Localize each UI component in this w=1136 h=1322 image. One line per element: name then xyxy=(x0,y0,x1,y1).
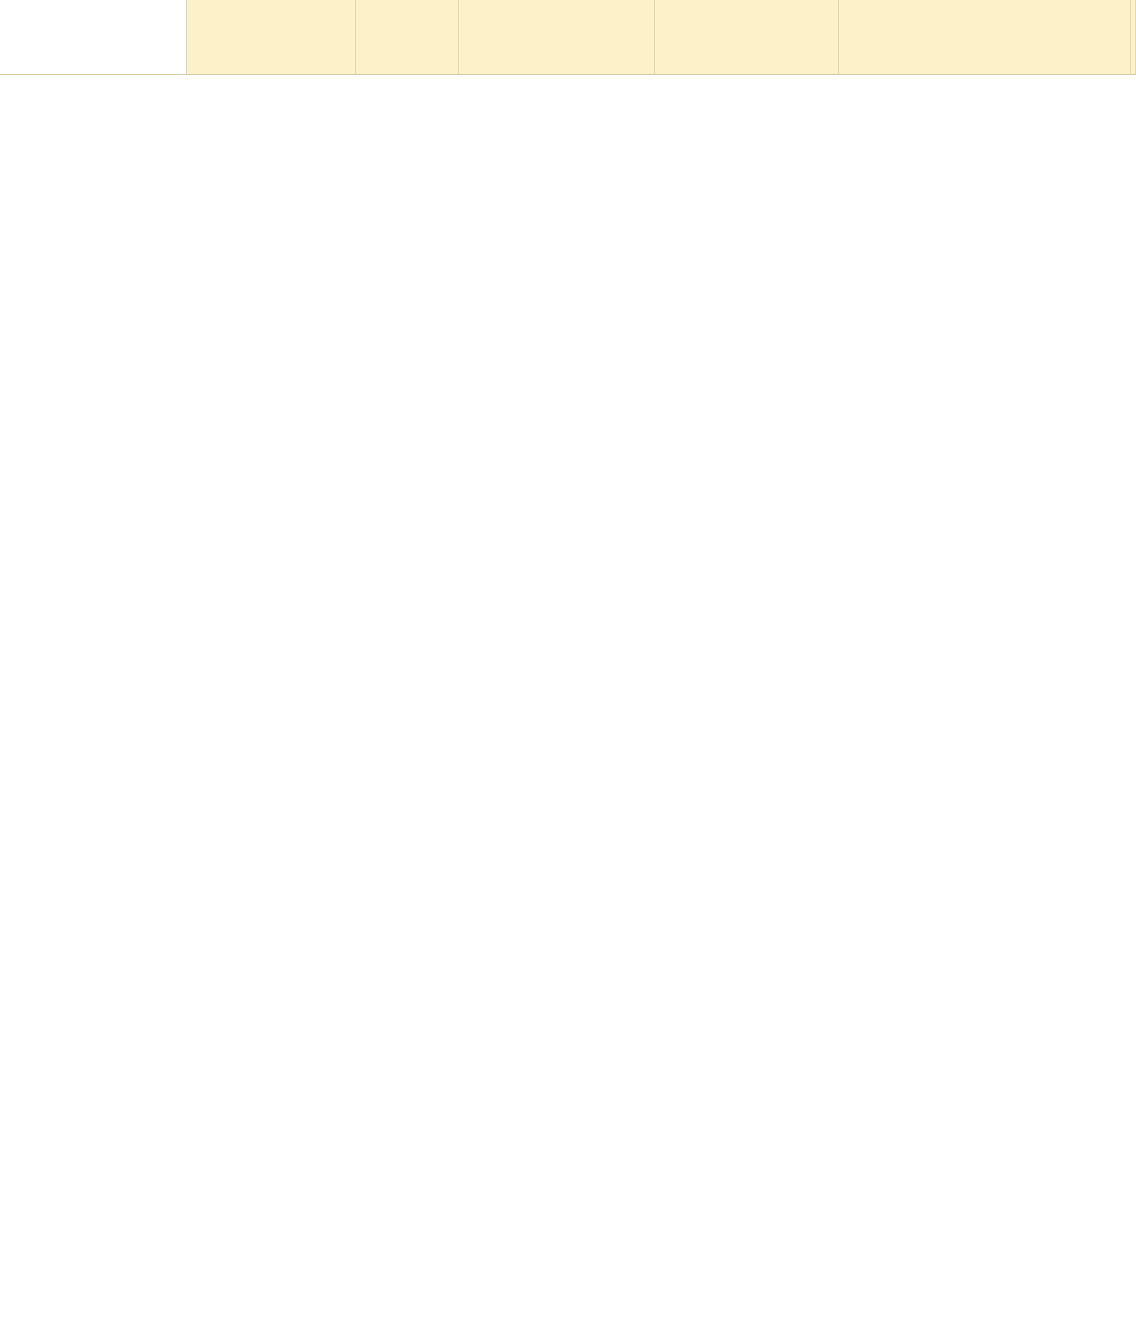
header-row xyxy=(0,0,1136,75)
header-overflow-cell xyxy=(1131,0,1136,75)
header-duration[interactable] xyxy=(356,0,459,75)
header-score[interactable] xyxy=(459,0,655,75)
header-signin[interactable] xyxy=(187,0,356,75)
header-pace[interactable] xyxy=(655,0,839,75)
header-submitted-time[interactable] xyxy=(0,0,187,75)
header-comment[interactable] xyxy=(839,0,1131,75)
